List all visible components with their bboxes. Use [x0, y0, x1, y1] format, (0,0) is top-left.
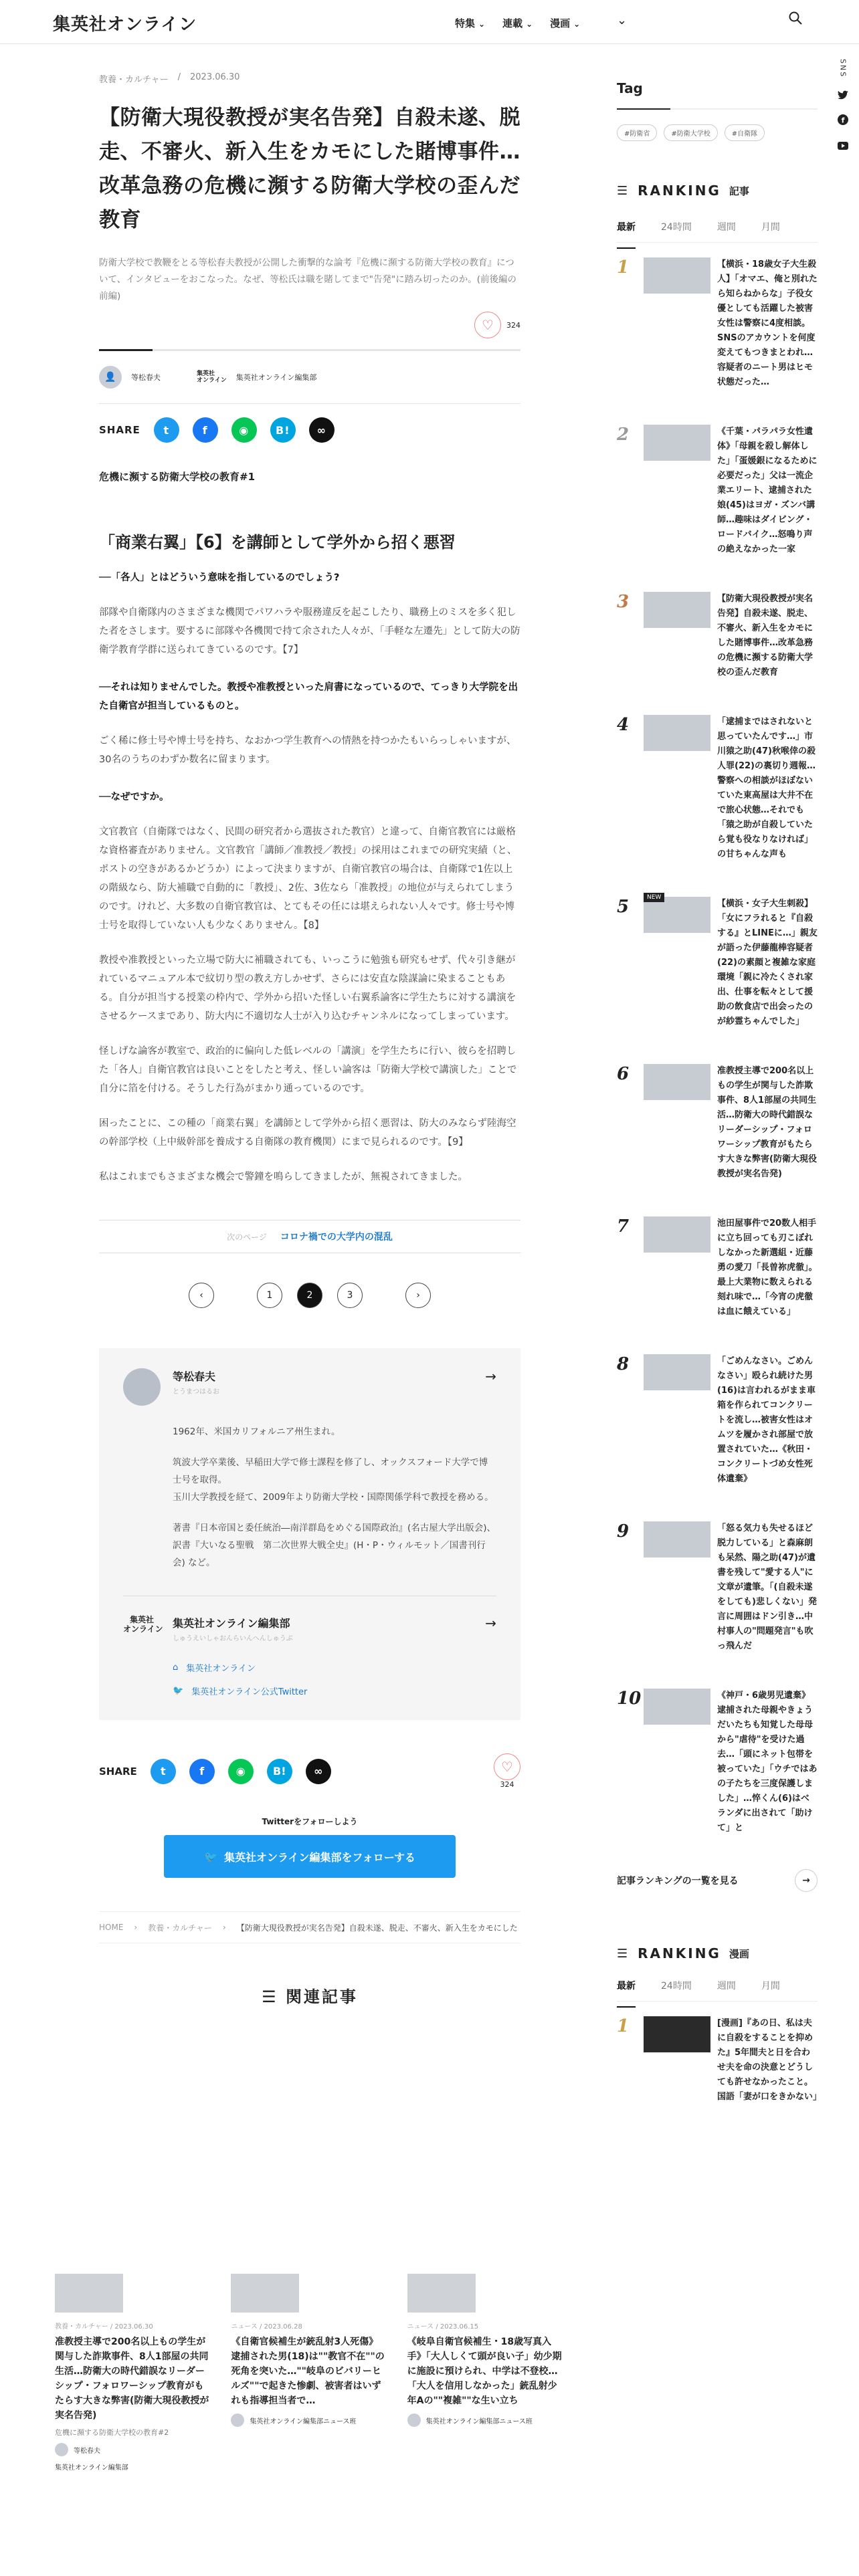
- profile-name: 等松春夫: [173, 1370, 216, 1383]
- ranking-item[interactable]: [617, 1216, 818, 1319]
- related-heading: [99, 1983, 520, 2007]
- related-title: 《自衛官候補生が銃乱射3人死傷》逮捕された男(18)は""教官不在""の死角を突いた…""岐阜のビバリーヒルズ""で起きた惨劇、被害者はいずれも指導担当者で…: [231, 2337, 385, 2406]
- arrow-right-icon: →: [485, 1368, 496, 1384]
- section-heading: 「商業右翼」【6】を講師として学外から招く悪習: [99, 533, 456, 552]
- rank-number: 10: [617, 1689, 642, 1709]
- share-label: SHARE: [99, 424, 140, 436]
- link-copy-icon[interactable]: ∞: [306, 1759, 331, 1784]
- manga-ranking-item[interactable]: [617, 2016, 822, 2105]
- meta-separator: /: [177, 72, 181, 82]
- divider: [99, 403, 520, 404]
- nav-item-feature[interactable]: [455, 16, 485, 30]
- page-button-1[interactable]: 1: [257, 1283, 282, 1308]
- facebook-share-icon[interactable]: f: [193, 417, 218, 443]
- chevron-down-icon: ⌄: [526, 19, 533, 29]
- body-paragraph: 困ったことに、この種の「商業右翼」を講師として学外から招く悪習は、防大のみならず陸海空の幹部学校（上中級幹部を養成する自衛隊の教育機関）にまで見られるのです。【9】: [99, 1118, 516, 1148]
- author-avatar: [407, 2413, 421, 2427]
- related-thumbnail: [231, 2274, 299, 2313]
- org-twitter-label: 集英社オンライン公式Twitter: [191, 1687, 308, 1697]
- related-thumbnail: [55, 2274, 123, 2313]
- rank-number: 7: [617, 1216, 630, 1237]
- next-page-title: コロナ禍での大学内の混乱: [280, 1232, 393, 1243]
- profile-avatar: [123, 1368, 161, 1406]
- question-text: ──それは知りませんでした。教授や准教授といった肩書になっているので、てっきり大学院を出た自衛官が担当しているものと。: [99, 682, 518, 712]
- profile-org-name: 集英社オンライン編集部: [173, 1617, 290, 1630]
- share-row: [99, 417, 520, 443]
- bio-text: 1962年、米国カリフォルニア州生まれ。: [173, 1426, 341, 1437]
- chevron-down-icon[interactable]: ⌄: [617, 13, 628, 27]
- related-meta: ニュース / 2023.06.15: [407, 2323, 479, 2331]
- rank-thumbnail: [644, 1064, 710, 1100]
- tab-monthly[interactable]: 月間: [761, 1981, 780, 1992]
- heart-icon[interactable]: ♡: [494, 1753, 520, 1780]
- author-avatar[interactable]: 👤: [99, 366, 122, 389]
- ranking-subtitle: 記事: [729, 185, 749, 197]
- like-box-bottom: [494, 1753, 520, 1789]
- rank-number: 2: [617, 425, 630, 445]
- share-label: SHARE: [99, 1765, 137, 1778]
- related-article-card[interactable]: [231, 2274, 387, 2472]
- article-main: [99, 44, 520, 2007]
- site-logo[interactable]: 集英社オンライン: [53, 15, 197, 35]
- chevron-down-icon: ⌄: [478, 19, 486, 29]
- rank-title: 准教授主導で200名以上もの学生が関与した詐欺事件、8人1部屋の共同生活…防衛大の時代錯誤なリーダーシップ・フォロワーシップ教育がもたらす大きな弊害(防衛大現役教授が実名告発): [717, 1066, 817, 1179]
- site-header: [0, 0, 859, 44]
- pagination: [99, 1283, 520, 1308]
- tab-latest[interactable]: 最新: [617, 220, 636, 242]
- profile-kana: とうまつはるお: [173, 1388, 219, 1396]
- breadcrumb-separator: ›: [134, 1923, 138, 1932]
- org-name[interactable]: 集英社オンライン編集部: [235, 373, 317, 382]
- related-author-name: 集英社オンライン編集部: [55, 2464, 128, 2472]
- sns-label: SNS: [838, 59, 848, 78]
- rank-thumbnail: [644, 592, 710, 628]
- rank-title: 「ごめんなさい。ごめんなさい」殴られ続けた男(16)は言われるがまま車箱を作られてコンクリートを流し…被害女性はオムツを履かされ部屋で放置されていた…《秋田・コンクリートづめ女性死体遺棄》: [717, 1356, 816, 1484]
- tab-24h[interactable]: 24時間: [661, 1981, 692, 1992]
- tab-weekly[interactable]: 週間: [717, 1981, 736, 1992]
- sidebar: [617, 44, 822, 2105]
- rank-title: 【防衛大現役教授が実名告発】自殺未遂、脱走、不審火、新入生をカモにした賭博事件…改革急務の危機に瀕する防衛大学校の歪んだ教育: [717, 594, 814, 677]
- related-series: 危機に瀕する防衛大学校の教育#2: [55, 2428, 169, 2437]
- side-sns-bar: [835, 59, 851, 152]
- bio-text: 玉川大学教授を経て、2009年より防衛大学校・国際関係学科で教授を務める。: [173, 1492, 494, 1503]
- twitter-icon: 🐦: [204, 1850, 217, 1863]
- rank-thumbnail: [644, 257, 710, 294]
- search-icon[interactable]: [788, 11, 803, 28]
- chevron-right-icon: ›: [416, 1290, 420, 1301]
- article-meta: [99, 72, 520, 85]
- related-thumbnail: [407, 2274, 476, 2313]
- next-page-label: 次のページ: [227, 1232, 267, 1242]
- tab-24h[interactable]: 24時間: [661, 222, 692, 233]
- profile-org-row[interactable]: [123, 1615, 496, 1642]
- like-count: 324: [500, 1780, 514, 1789]
- rank-title: 【横浜・女子大生刺殺】「女にフラれると『自殺する』とLINEに…」親友が語った伊藤龍棒容疑者(22)の素顔と複雑な家庭環境「親に冷たくされ家出、仕事を転々として援助の飲食店で出会ったのが紗霊ちゃんでした」: [717, 899, 818, 1027]
- rank-title: 《千葉・パラパラ女性遺体》「母親を殺し解体した」「蛋媛銀になるために必要だった」父は一流企業エリート、逮捕された娘(45)はヨガ・ズンバ講師…趣味はダイビング・ロードバイク…怒鳴り声の絶えなかった一家: [717, 427, 818, 554]
- facebook-icon[interactable]: [838, 114, 848, 128]
- next-page-button[interactable]: [405, 1283, 431, 1308]
- home-icon: ⌂: [173, 1662, 179, 1673]
- ranking-item[interactable]: [617, 715, 818, 862]
- rank-number: 4: [617, 715, 630, 735]
- rank-thumbnail: [644, 1216, 710, 1253]
- ranking-item[interactable]: [617, 257, 818, 390]
- body-paragraph: 文官教官（自衛隊ではなく、民間の研究者から選抜された教官）と違って、自衛官教官には厳格な資格審査がありません。文官教官「講師／准教授／教授」の採用はこれまでの研究実績（と、ポストの空きがあるかどうか）によって決まりますが、自衛官教官の場合は、自衛隊で1佐以上の階級なら、防大補職で自動的に「教授」、2佐、3佐なら「准教授」の地位が与えられてしまうのです。けれど、大多数の自衛官教官は、とてもその任には堪えられない人々です。修士号や博士号を取得していない人も少なくありません。【8】: [99, 827, 517, 931]
- new-badge: NEW: [644, 893, 664, 902]
- nav-label: 特集: [455, 17, 476, 29]
- twitter-share-icon[interactable]: t: [154, 417, 179, 443]
- profile-bio: [173, 1423, 496, 1572]
- article-date: 2023.06.30: [190, 72, 240, 82]
- related-author-name: 集英社オンライン編集部ニュース班: [425, 2418, 533, 2426]
- rank-thumbnail: [644, 894, 710, 933]
- nav-item-manga[interactable]: [550, 16, 580, 30]
- ranking-more-label: 記事ランキングの一覧を見る: [617, 1876, 739, 1887]
- chevron-down-icon: ⌄: [573, 19, 581, 29]
- like-box: [474, 312, 520, 338]
- ranking-tabs: [617, 220, 818, 243]
- ranking-item[interactable]: [617, 1521, 818, 1654]
- org-site-link[interactable]: [173, 1661, 496, 1674]
- line-share-icon[interactable]: ◉: [231, 417, 257, 443]
- twitter-icon[interactable]: [838, 90, 848, 102]
- org-logo: 集英社 オンライン: [123, 1615, 163, 1634]
- author-profile: [99, 1348, 520, 1720]
- rank-thumbnail: [644, 1689, 710, 1725]
- ranking-title: RANKING: [638, 183, 721, 199]
- rank-thumbnail: [644, 1354, 710, 1390]
- related-title: 関連記事: [285, 1988, 358, 2006]
- tag-heading: Tag: [617, 80, 643, 96]
- prev-page-button[interactable]: [189, 1283, 214, 1308]
- question-text: ──「各人」とはどういう意味を指しているのでしょう?: [99, 572, 340, 583]
- author-name[interactable]: 等松春夫: [131, 373, 161, 382]
- nav-label: 漫画: [550, 17, 571, 29]
- arrow-right-icon: →: [795, 1869, 818, 1892]
- rank-title: 「逮捕まではされないと思っていたんです…」市川猿之助(47)秋喉倖の殺人罪(22)の裏切り週報…警察への相談がほぼないていた東高屋は大井不在で旅心状態…それでも「猿之助が自殺していたら覚も役なりなければ」の甘ちゃんな声も: [717, 717, 816, 859]
- related-author: [55, 2462, 211, 2472]
- heart-icon[interactable]: ♡: [474, 312, 501, 338]
- related-author-name: 等松春夫: [74, 2447, 100, 2455]
- tab-monthly[interactable]: 月間: [761, 222, 780, 233]
- tab-latest[interactable]: 最新: [617, 1979, 636, 2001]
- manga-ranking-tabs: [617, 1979, 818, 2002]
- twitter-follow-button[interactable]: [164, 1835, 456, 1878]
- related-article-card[interactable]: [55, 2274, 211, 2472]
- related-title: 准教授主導で200名以上もの学生が関与した詐欺事件、8人1部屋の共同生活…防衛大の時代錯誤なリーダーシップ・フォロワーシップ教育がもたらす大きな弊害(防衛大現役教授が実名告発): [55, 2337, 209, 2421]
- nav-label: 連載: [502, 17, 523, 29]
- body-paragraph: 私はこれまでもさまざまな機会で警鐘を鳴らしてきましたが、無視されてきました。: [99, 1172, 468, 1182]
- menu-icon: ☰: [262, 1988, 278, 2006]
- rank-number: 6: [617, 1064, 630, 1084]
- rank-title: 【横浜・18歳女子大生殺人】「オマエ、俺と別れたら知らねからな」子役女優としても活躍した被害女性は警察に4度相談。SNSのアカウントを何度変えてもつきまとわれ…容疑者のニート男はヒモ状態だった…: [717, 259, 818, 387]
- ranking-title: RANKING: [638, 1945, 721, 1961]
- series-title[interactable]: 危機に瀕する防衛大学校の教育#1: [99, 471, 256, 483]
- tab-weekly[interactable]: 週間: [717, 222, 736, 233]
- facebook-share-icon[interactable]: f: [189, 1759, 215, 1784]
- rank-title: 《神戸・6歳男児遺棄》逮捕された母親やきょうだいたちも知覚した母母から"虐待"を受けた過去…「頭にネット包帯を被っていた」「ウチではあの子たちを三度保護しました」…悴くん(6)はベランダに出されて「助けて」と: [717, 1691, 818, 1833]
- breadcrumb-separator: ›: [222, 1923, 226, 1932]
- hatena-share-icon[interactable]: B!: [270, 417, 296, 443]
- ranking-item[interactable]: [617, 425, 818, 557]
- related-author: [407, 2413, 563, 2427]
- related-author: [231, 2413, 387, 2427]
- tag-chip[interactable]: #防衛省: [617, 124, 657, 141]
- arrow-right-icon: →: [485, 1615, 496, 1631]
- breadcrumb-home[interactable]: HOME: [99, 1923, 124, 1932]
- menu-icon: ☰: [617, 1946, 630, 1961]
- menu-icon: ☰: [617, 183, 630, 198]
- rank-thumbnail: [644, 2016, 710, 2052]
- page-button-2[interactable]: 2: [297, 1283, 322, 1308]
- related-article-card[interactable]: [407, 2274, 563, 2472]
- related-meta: ニュース / 2023.06.28: [231, 2323, 302, 2331]
- tag-chip[interactable]: #防衛大学校: [664, 124, 717, 141]
- org-mini-logo: 集英社 オンライン: [197, 370, 227, 384]
- profile-org-kana: しゅうえいしゃおんらいんへんしゅうぶ: [173, 1635, 293, 1642]
- breadcrumb-category[interactable]: 教養・カルチャー: [148, 1923, 212, 1933]
- profile-author-row[interactable]: [123, 1368, 496, 1406]
- related-articles: [55, 2274, 563, 2472]
- article-category[interactable]: 教養・カルチャー: [99, 75, 169, 85]
- link-copy-icon[interactable]: ∞: [309, 417, 335, 443]
- next-page-link[interactable]: [99, 1220, 520, 1253]
- rank-number: 8: [617, 1354, 630, 1374]
- ranking-item[interactable]: [617, 1689, 818, 1836]
- page-button-3[interactable]: 3: [337, 1283, 363, 1308]
- bio-text: 著書『日本帝国と委任統治―南洋群島をめぐる国際政治』(名古屋大学出版会)、訳書『大いなる聖戦 第二次世界大戦全史』(H・P・ウィルモット／国書刊行会) など。: [173, 1523, 496, 1568]
- body-paragraph: ごく稀に修士号や博士号を持ち、なおかつ学生教育への情熱を持つかたもいらっしゃいますが、30名のうちのわずか数名に留まります。: [99, 736, 516, 765]
- main-nav: [455, 16, 580, 30]
- author-avatar: [55, 2443, 68, 2456]
- rank-number: 1: [617, 257, 630, 278]
- rank-thumbnail: [644, 425, 710, 461]
- related-title: 《岐阜自衛官候補生・18歳写真入手》「大人しくて頭が良い子」幼少期に施設に預けられ、中学は不登校…「大人を信用しなかった」銃乱射少年Aの""複雑""な生い立ち: [407, 2337, 562, 2406]
- twitter-share-icon[interactable]: t: [151, 1759, 176, 1784]
- ranking-item[interactable]: [617, 1064, 818, 1182]
- breadcrumb: [99, 1911, 520, 1943]
- follow-button-label: 集英社オンライン編集部をフォローする: [224, 1850, 415, 1864]
- related-meta: 教養・カルチャー / 2023.06.30: [55, 2323, 153, 2331]
- article-lead: 防衛大学校で教鞭をとる等松春夫教授が公開した衝撃的な論考『危機に瀕する防衛大学校の教育』について、インタビューをおこなった。なぜ、等松氏は職を賭してまで"告発"に踏み切ったのか。(前後編の前編): [99, 257, 516, 302]
- ranking-list: [617, 257, 818, 1836]
- rank-title: 「怒る気力も失せるほど脱力している」と森麻朗も呆然、陽之助(47)が遺書を残して"愛する人"に文章が遺筆。「(自殺未遂をしても)悲しくない」発言に周囲はドン引き…中村事人の"問題発言"も吹っ飛んだ: [717, 1523, 817, 1651]
- chevron-left-icon: ‹: [199, 1290, 203, 1301]
- breadcrumb-current: 【防衛大現役教授が実名告発】自殺未遂、脱走、不審火、新入生をカモにした: [236, 1923, 518, 1933]
- rank-number: 5: [617, 897, 630, 917]
- author-row: [99, 363, 520, 391]
- article-title: 【防衛大現役教授が実名告発】自殺未遂、脱走、不審火、新入生をカモにした賭博事件…改革急務の危機に瀕する防衛大学校の歪んだ教育: [99, 106, 520, 232]
- tag-list: [617, 124, 818, 141]
- rank-number: 1: [617, 2016, 630, 2036]
- divider: [99, 349, 520, 351]
- ranking-item[interactable]: [617, 894, 818, 1029]
- hatena-share-icon[interactable]: B!: [267, 1759, 292, 1784]
- manga-ranking-heading: [617, 1945, 818, 1961]
- divider: [617, 108, 818, 110]
- author-avatar: [231, 2413, 244, 2427]
- nav-item-series[interactable]: [502, 16, 533, 30]
- related-author: [55, 2443, 211, 2456]
- body-paragraph: 部隊や自衛隊内のさまざまな機関でパワハラや服務違反を起こしたり、職務上のミスを多く犯した者をさします。要するに部隊や各機関で持て余された人々が、「手軽な左遷先」として防大の防衛学教育学群に送られてきているのです。【7】: [99, 607, 520, 655]
- twitter-icon: 🐦: [173, 1686, 184, 1696]
- ranking-item[interactable]: [617, 592, 818, 680]
- like-count: 324: [506, 320, 520, 330]
- share-row-bottom: [99, 1753, 520, 1789]
- ranking-heading: [617, 183, 818, 199]
- svg-text:f: f: [841, 116, 845, 125]
- ranking-subtitle: 漫画: [729, 1947, 749, 1960]
- org-site-label: 集英社オンライン: [186, 1664, 256, 1674]
- rank-number: 3: [617, 592, 630, 612]
- tag-chip[interactable]: #自衛隊: [725, 124, 765, 141]
- follow-label: Twitterをフォローしよう: [262, 1817, 358, 1826]
- ranking-more-link[interactable]: [617, 1869, 818, 1892]
- body-paragraph: 教授や准教授といった立場で防大に補職されても、いっこうに勉強も研究もせず、代々引き継がれているマニュアル本で紋切り型の教え方しかせず、さらには安直な陰謀論に染まることもある。自分が担当する授業の枠内で、学外から招いた怪しい右翼系論客に学生たちに対する講演をさせるケースまであり、防大内に不適切な人士が入り込むチャンネルになってしまっています。: [99, 955, 516, 1022]
- org-twitter-link[interactable]: [173, 1685, 496, 1697]
- rank-title: [漫画]『あの日、私は夫に自殺をすることを抑めた』5年間夫と日を合わせ夫を命の決意とどうしても許せなかったこと。国語「妻が口をきかない」: [717, 2018, 822, 2102]
- related-author-name: 集英社オンライン編集部ニュース班: [250, 2418, 357, 2426]
- youtube-icon[interactable]: [838, 140, 848, 152]
- rank-thumbnail: [644, 1521, 710, 1558]
- body-paragraph: 怪しげな論客が教室で、政治的に偏向した低レベルの「講演」を学生たちに行い、彼らを招聘した「各人」自衛官教官は良いことをしたと考え、怪しい論客は「防衛大学校で講演した」ことで自分に箔を付ける。そうした行為がまかり通っているのです。: [99, 1046, 517, 1094]
- rank-title: 池田屋事件で20数人相手に立ち回っても刃こぼれしなかった新選組・近藤勇の愛刀「長曽祢虎徹」。最上大業物に数えられる刻れ味で…「今宵の虎徹は血に餓えている」: [717, 1218, 818, 1317]
- rank-thumbnail: [644, 715, 710, 751]
- bio-text: 筑波大学卒業後、早稲田大学で修士課程を修了し、オックスフォード大学で博士号を取得。: [173, 1457, 488, 1485]
- line-share-icon[interactable]: ◉: [228, 1759, 254, 1784]
- rank-number: 9: [617, 1521, 630, 1541]
- question-text: ──なぜですか。: [99, 792, 169, 802]
- ranking-item[interactable]: [617, 1354, 818, 1487]
